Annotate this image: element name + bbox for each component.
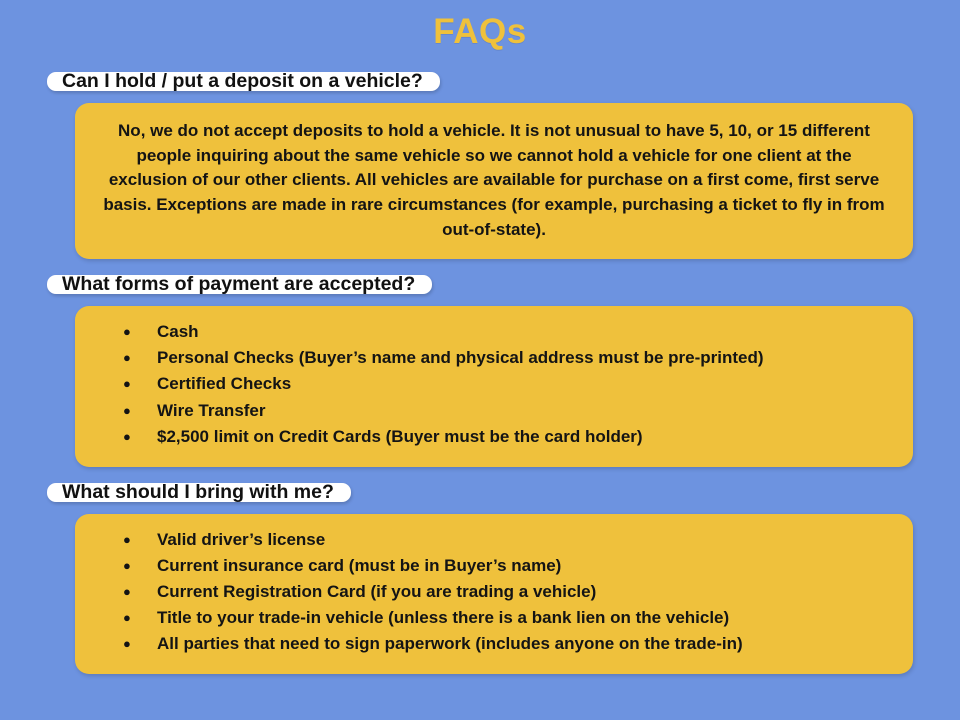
page-title: FAQs [433,12,527,51]
faq-answer-1: No, we do not accept deposits to hold a vehicle. It is not unusual to have 5, 10, or 15 different people inquiring about the same vehicle so we cannot hold a vehicle for one client at the exclusion of our other clients. All vehicles are available for purchase on a first come, first serve basis. Exceptions are made in rare circumstances (for example, purchasing a ticket to fly in from out-of-state). [75,103,913,259]
list-item: ● Valid driver’s license [97,528,891,552]
bring-with-you-list [97,528,891,657]
faq-answer-2 [75,306,913,467]
faq-question-row-1 [0,72,960,91]
faq-item-3 [0,480,960,675]
list-item: ● Cash [97,320,891,344]
list-item: ● Personal Checks (Buyer’s name and physical address must be pre-printed) [97,346,891,370]
list-item: ● Certified Checks [97,372,891,396]
list-item: ● Title to your trade-in vehicle (unless there is a bank lien on the vehicle) [97,606,891,630]
faq-question-3: What should I bring with me? [47,483,351,502]
faq-answer-3 [75,514,913,675]
payment-methods-list [97,320,891,449]
faq-item-1 [0,72,960,259]
list-item: ● $2,500 limit on Credit Cards (Buyer must be the card holder) [97,425,891,449]
faq-question-1: Can I hold / put a deposit on a vehicle? [47,72,440,91]
list-item: ● Wire Transfer [97,399,891,423]
faq-item-2 [0,275,960,467]
list-item: ● Current Registration Card (if you are trading a vehicle) [97,580,891,604]
faq-question-row-2 [0,275,960,294]
list-item: ● All parties that need to sign paperwork (includes anyone on the trade-in) [97,632,891,656]
list-item: ● Current insurance card (must be in Buyer’s name) [97,554,891,578]
faq-question-2: What forms of payment are accepted? [47,275,432,294]
faq-question-row-3 [0,480,960,503]
